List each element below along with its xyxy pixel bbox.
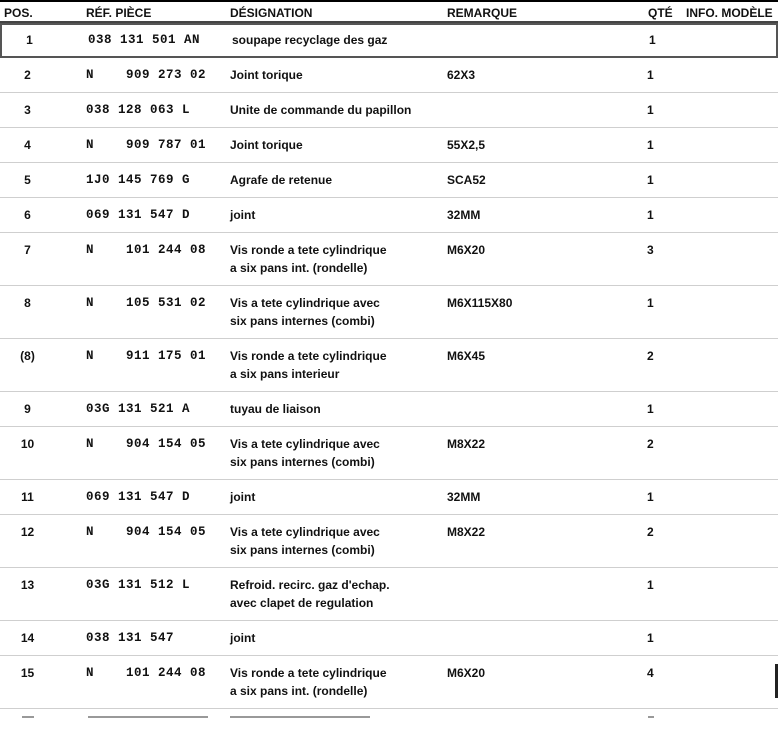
table-row[interactable]: [0, 163, 778, 198]
cell-qty: 1: [647, 138, 654, 152]
cell-pos: 12: [20, 525, 35, 539]
cut-off-text: [88, 716, 208, 718]
cell-qty: 2: [647, 349, 654, 363]
cell-qty: 3: [647, 243, 654, 257]
table-row[interactable]: [0, 339, 778, 392]
cut-off-text: [22, 716, 34, 718]
table-row[interactable]: [0, 656, 778, 709]
col-header-pos[interactable]: POS.: [4, 6, 33, 20]
table-row[interactable]: [0, 427, 778, 480]
cell-ref: N 904 154 05: [86, 437, 207, 451]
table-row[interactable]: [0, 392, 778, 427]
cell-pos: (8): [20, 349, 35, 363]
table-header: [0, 0, 778, 23]
table-row[interactable]: [0, 58, 778, 93]
table-row[interactable]: [0, 93, 778, 128]
cell-qty: 1: [647, 173, 654, 187]
cell-remark: M6X20: [447, 243, 486, 257]
cell-qty: 4: [647, 666, 654, 680]
cell-designation: tuyau de liaison: [230, 402, 321, 416]
cell-remark: M8X22: [447, 525, 486, 539]
cell-designation: Agrafe de retenue: [230, 173, 333, 187]
col-header-qty[interactable]: QTÉ: [648, 6, 673, 20]
cell-ref: N 101 244 08: [86, 243, 207, 257]
cell-remark: 62X3: [447, 68, 476, 82]
cell-ref: N 909 787 01: [86, 138, 207, 152]
cell-qty: 1: [647, 296, 654, 310]
cell-qty: 1: [647, 68, 654, 82]
cell-ref: N 105 531 02: [86, 296, 207, 310]
cell-designation: joint: [230, 208, 256, 222]
cell-qty: 1: [647, 103, 654, 117]
cell-designation: Joint torique: [230, 138, 303, 152]
table-row[interactable]: [0, 198, 778, 233]
cell-ref: 038 131 501 AN: [88, 33, 201, 47]
cell-pos: 11: [21, 490, 34, 504]
cell-pos: 14: [20, 631, 35, 645]
cell-remark: M6X115X80: [447, 296, 513, 310]
cell-qty: 2: [647, 525, 654, 539]
cell-ref: 069 131 547 D: [86, 490, 191, 504]
cell-qty: 1: [647, 490, 654, 504]
table-row[interactable]: [0, 480, 778, 515]
col-header-designation[interactable]: DÉSIGNATION: [230, 6, 313, 20]
cell-designation: soupape recyclage des gaz: [232, 33, 388, 47]
cell-designation: Refroid. recirc. gaz d'echap. avec clapet de regulation: [230, 578, 390, 610]
cell-qty: 1: [647, 631, 654, 645]
table-row[interactable]: [0, 233, 778, 286]
cell-qty: 1: [647, 402, 654, 416]
cell-designation: joint: [230, 631, 256, 645]
cell-pos: 1: [26, 33, 33, 47]
cell-qty: 1: [647, 578, 654, 592]
table-row[interactable]: [0, 515, 778, 568]
cell-designation: Vis a tete cylindrique avec six pans internes (combi): [230, 437, 380, 469]
cell-remark: SCA52: [447, 173, 486, 187]
cell-ref: 03G 131 521 A: [86, 402, 191, 416]
cell-pos: 8: [24, 296, 31, 310]
col-header-remark[interactable]: REMARQUE: [447, 6, 518, 20]
table-row[interactable]: [0, 621, 778, 656]
cell-remark: M6X20: [447, 666, 486, 680]
table-row[interactable]: [0, 568, 778, 621]
cell-ref: N 909 273 02: [86, 68, 207, 82]
cell-ref: N 911 175 01: [86, 349, 207, 363]
partial-table-row: [0, 706, 778, 729]
col-header-ref[interactable]: RÉF. PIÈCE: [86, 6, 152, 20]
cell-designation: Joint torique: [230, 68, 303, 82]
cell-qty: 1: [647, 208, 654, 222]
cell-pos: 13: [20, 578, 35, 592]
cell-remark: 55X2,5: [447, 138, 486, 152]
parts-table: [0, 23, 778, 709]
col-header-info[interactable]: INFO. MODÈLE: [686, 6, 773, 20]
cell-pos: 2: [24, 68, 31, 82]
cell-designation: joint: [230, 490, 256, 504]
cell-qty: 2: [647, 437, 654, 451]
cell-designation: Vis a tete cylindrique avec six pans internes (combi): [230, 525, 380, 557]
cell-pos: 6: [24, 208, 31, 222]
cell-pos: 3: [24, 103, 31, 117]
cell-qty: 1: [649, 33, 656, 47]
cut-off-text: [230, 716, 370, 718]
cell-pos: 10: [20, 437, 35, 451]
table-row[interactable]: [0, 23, 778, 58]
cell-designation: Unite de commande du papillon: [230, 103, 412, 117]
cell-remark: 32MM: [447, 208, 481, 222]
cell-pos: 9: [24, 402, 31, 416]
cell-ref: N 101 244 08: [86, 666, 207, 680]
table-row[interactable]: [0, 128, 778, 163]
cell-pos: 15: [20, 666, 35, 680]
cell-designation: Vis a tete cylindrique avec six pans internes (combi): [230, 296, 380, 328]
cell-remark: M6X45: [447, 349, 486, 363]
table-row[interactable]: [0, 286, 778, 339]
cell-pos: 7: [24, 243, 31, 257]
cell-ref: 038 128 063 L: [86, 103, 191, 117]
cell-pos: 4: [24, 138, 31, 152]
cell-ref: 038 131 547: [86, 631, 175, 645]
cell-designation: Vis ronde a tete cylindrique a six pans int. (rondelle): [230, 666, 387, 698]
cell-ref: 1J0 145 769 G: [86, 173, 191, 187]
cell-ref: 03G 131 512 L: [86, 578, 191, 592]
cut-off-text: [648, 716, 654, 718]
cell-remark: M8X22: [447, 437, 486, 451]
cell-ref: 069 131 547 D: [86, 208, 191, 222]
cell-designation: Vis ronde a tete cylindrique a six pans int. (rondelle): [230, 243, 387, 275]
cell-pos: 5: [24, 173, 31, 187]
cell-designation: Vis ronde a tete cylindrique a six pans interieur: [230, 349, 387, 381]
cell-ref: N 904 154 05: [86, 525, 207, 539]
cell-remark: 32MM: [447, 490, 481, 504]
